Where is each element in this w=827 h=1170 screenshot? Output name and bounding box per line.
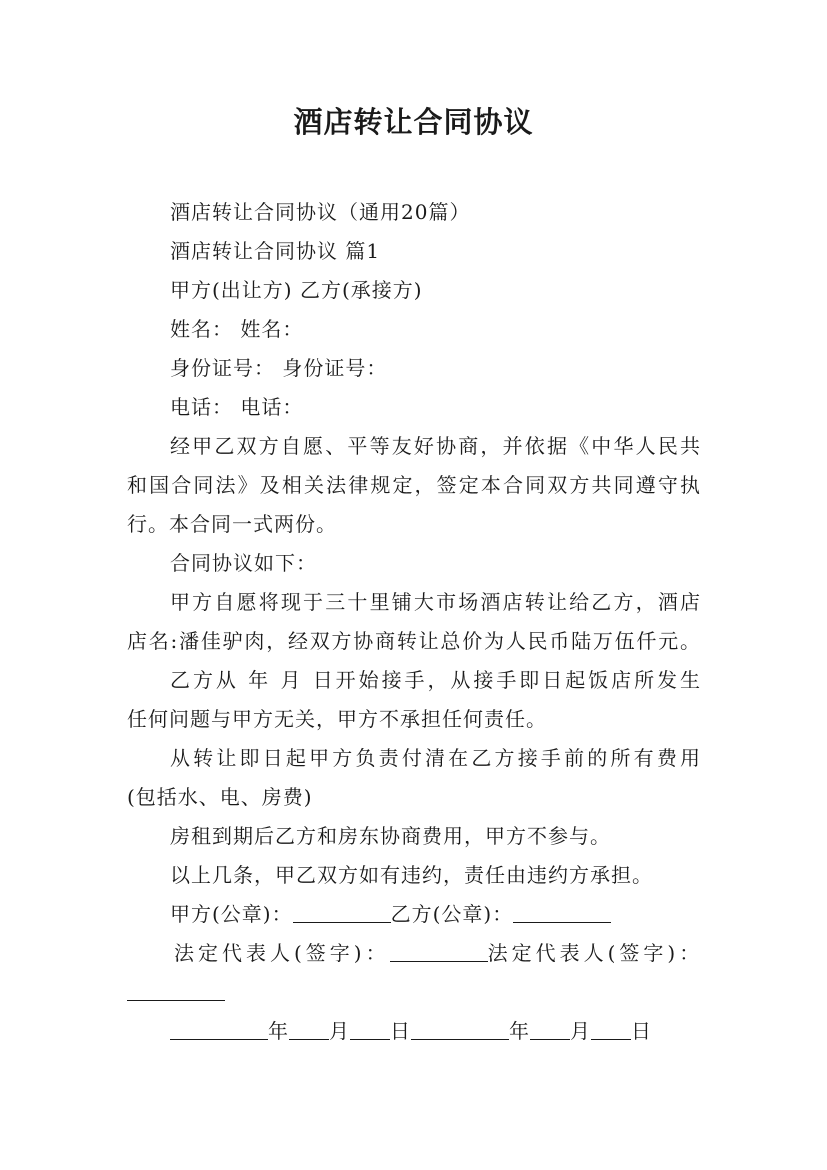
party-b-seal-label: 乙方(公章)： (390, 902, 514, 926)
paragraph-2-line-2: 店名:潘佳驴肉，经双方协商转让总价为人民币陆万伍仟元。 (127, 629, 701, 653)
rep-b-blank-line (127, 978, 225, 1006)
party-a-seal-blank[interactable] (293, 902, 391, 923)
date-b-year-blank[interactable] (411, 1019, 509, 1040)
date-a-year-blank[interactable] (170, 1019, 268, 1040)
rep-b-label: 法定代表人(签字)： (487, 941, 704, 965)
paragraph-4-line-2: (包括水、电、房费) (127, 785, 313, 809)
date-a-month-label: 月 (329, 1019, 350, 1043)
rep-a-blank[interactable] (390, 941, 488, 962)
date-b-month-label: 月 (570, 1019, 591, 1043)
rep-b-blank[interactable] (127, 980, 225, 1001)
paragraph-2-line-1: 甲方自愿将现于三十里铺大市场酒店转让给乙方，酒店 (170, 590, 701, 614)
date-b-year-label: 年 (509, 1019, 530, 1043)
agreement-intro: 合同协议如下： (170, 551, 317, 575)
paragraph-3-line-2: 任何问题与甲方无关，甲方不承担任何责任。 (127, 707, 547, 731)
subtitle-line: 酒店转让合同协议（通用20篇） (170, 200, 471, 224)
id-number-line: 身份证号： 身份证号： (170, 356, 388, 380)
date-b-day-label: 日 (631, 1019, 652, 1043)
party-a-seal-label: 甲方(公章)： (170, 902, 293, 926)
breach-clause: 以上几条，甲乙双方如有违约，责任由违约方承担。 (170, 863, 653, 887)
paragraph-1-line-1: 经甲乙双方自愿、平等友好协商，并依据《中华人民共 (170, 434, 701, 458)
date-a-day-blank[interactable] (350, 1019, 390, 1040)
paragraph-4-line-1: 从转让即日起甲方负责付清在乙方接手前的所有费用 (170, 746, 701, 770)
date-a-day-label: 日 (390, 1019, 411, 1043)
paragraph-3-line-1: 乙方从 年 月 日开始接手，从接手即日起饭店所发生 (170, 668, 701, 692)
party-b-seal-blank[interactable] (513, 902, 611, 923)
rep-a-label: 法定代表人(签字)： (174, 941, 390, 965)
seal-line (170, 900, 611, 928)
date-b-day-blank[interactable] (591, 1019, 631, 1040)
rent-clause: 房租到期后乙方和房东协商费用，甲方不参与。 (170, 824, 611, 848)
representative-line (174, 939, 703, 967)
date-a-month-blank[interactable] (289, 1019, 329, 1040)
name-line: 姓名： 姓名： (170, 317, 304, 341)
phone-line: 电话： 电话： (170, 395, 304, 419)
document-title: 酒店转让合同协议 (293, 105, 534, 139)
paragraph-1-line-3: 行。本合同一式两份。 (127, 512, 337, 536)
section-heading: 酒店转让合同协议 篇1 (170, 239, 381, 263)
paragraph-1-line-2: 和国合同法》及相关法律规定，签定本合同双方共同遵守执 (127, 473, 701, 497)
date-a-year-label: 年 (268, 1019, 289, 1043)
date-line (170, 1017, 652, 1045)
parties-line: 甲方(出让方) 乙方(承接方) (170, 278, 423, 302)
date-b-month-blank[interactable] (530, 1019, 570, 1040)
